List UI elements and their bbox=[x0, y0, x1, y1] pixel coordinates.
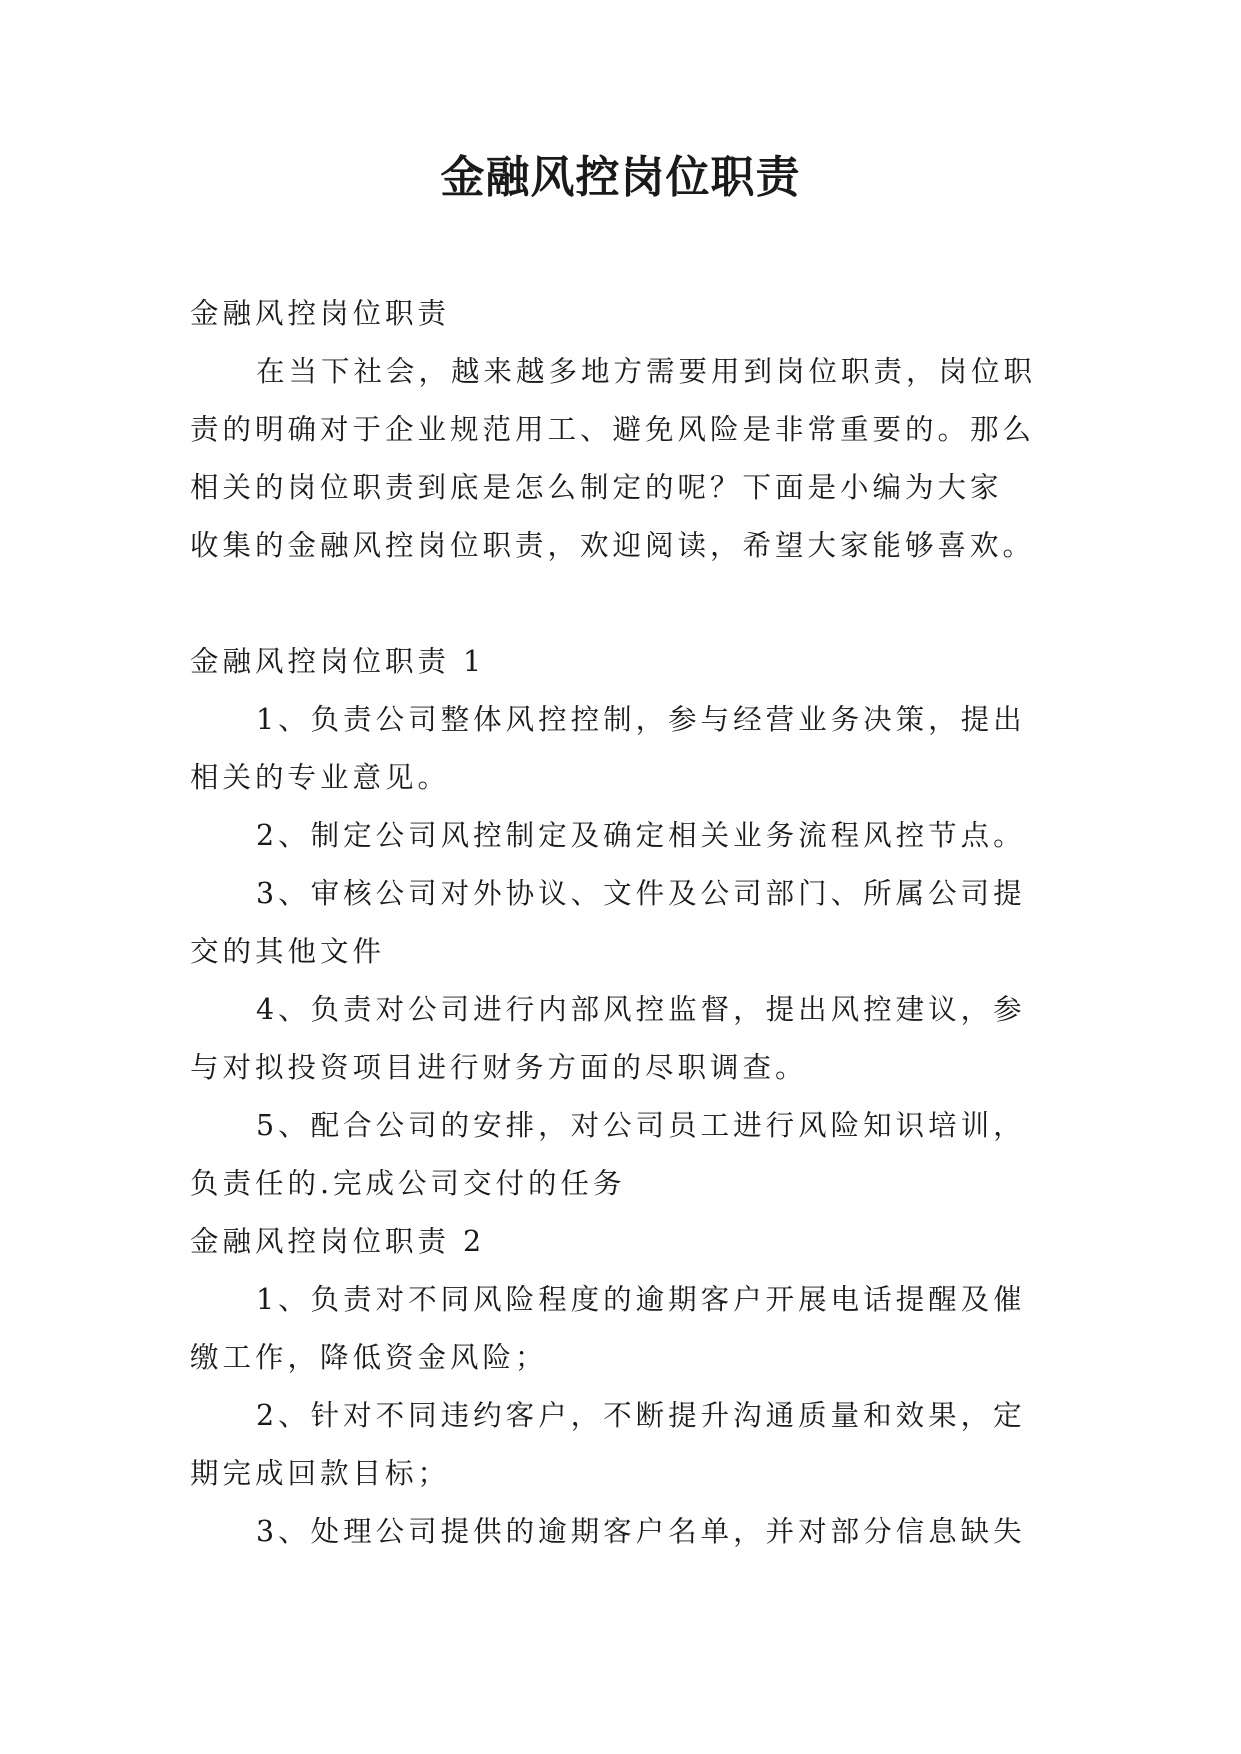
list-item-line: 与对拟投资项目进行财务方面的尽职调查。 bbox=[190, 1051, 808, 1084]
paragraph-gap bbox=[190, 575, 1070, 633]
list-item-line: 缴工作，降低资金风险； bbox=[190, 1341, 548, 1374]
list-item-line: 2、制定公司风控制定及确定相关业务流程风控节点。 bbox=[256, 819, 1026, 852]
list-item-line: 3、处理公司提供的逾期客户名单，并对部分信息缺失 bbox=[256, 1515, 1026, 1548]
list-item-line: 1、负责对不同风险程度的逾期客户开展电话提醒及催 bbox=[256, 1283, 1026, 1316]
list-item-line: 期完成回款目标； bbox=[190, 1457, 451, 1490]
document-title: 金融风控岗位职责 bbox=[440, 152, 801, 203]
section-heading: 金融风控岗位职责 1 bbox=[190, 645, 486, 678]
document-body bbox=[190, 285, 1070, 1561]
paragraph-line: 收集的金融风控岗位职责，欢迎阅读，希望大家能够喜欢。 bbox=[190, 529, 1036, 562]
paragraph-line: 相关的岗位职责到底是怎么制定的呢？下面是小编为大家 bbox=[190, 471, 1003, 504]
list-item-line: 负责任的.完成公司交付的任务 bbox=[190, 1167, 626, 1200]
list-item-line: 3、审核公司对外协议、文件及公司部门、所属公司提 bbox=[256, 877, 1026, 910]
section-heading: 金融风控岗位职责 2 bbox=[190, 1225, 486, 1258]
section-heading: 金融风控岗位职责 bbox=[190, 297, 451, 330]
list-item-line: 4、负责对公司进行内部风控监督，提出风控建议，参 bbox=[256, 993, 1026, 1026]
paragraph-line: 责的明确对于企业规范用工、避免风险是非常重要的。那么 bbox=[190, 413, 1036, 446]
list-item-line: 2、针对不同违约客户，不断提升沟通质量和效果，定 bbox=[256, 1399, 1026, 1432]
list-item-line: 5、配合公司的安排，对公司员工进行风险知识培训， bbox=[256, 1109, 1026, 1142]
list-item-line: 相关的专业意见。 bbox=[190, 761, 451, 794]
paragraph-line: 在当下社会，越来越多地方需要用到岗位职责，岗位职 bbox=[256, 355, 1037, 388]
list-item-line: 1、负责公司整体风控控制，参与经营业务决策，提出 bbox=[256, 703, 1026, 736]
list-item-line: 交的其他文件 bbox=[190, 935, 386, 968]
